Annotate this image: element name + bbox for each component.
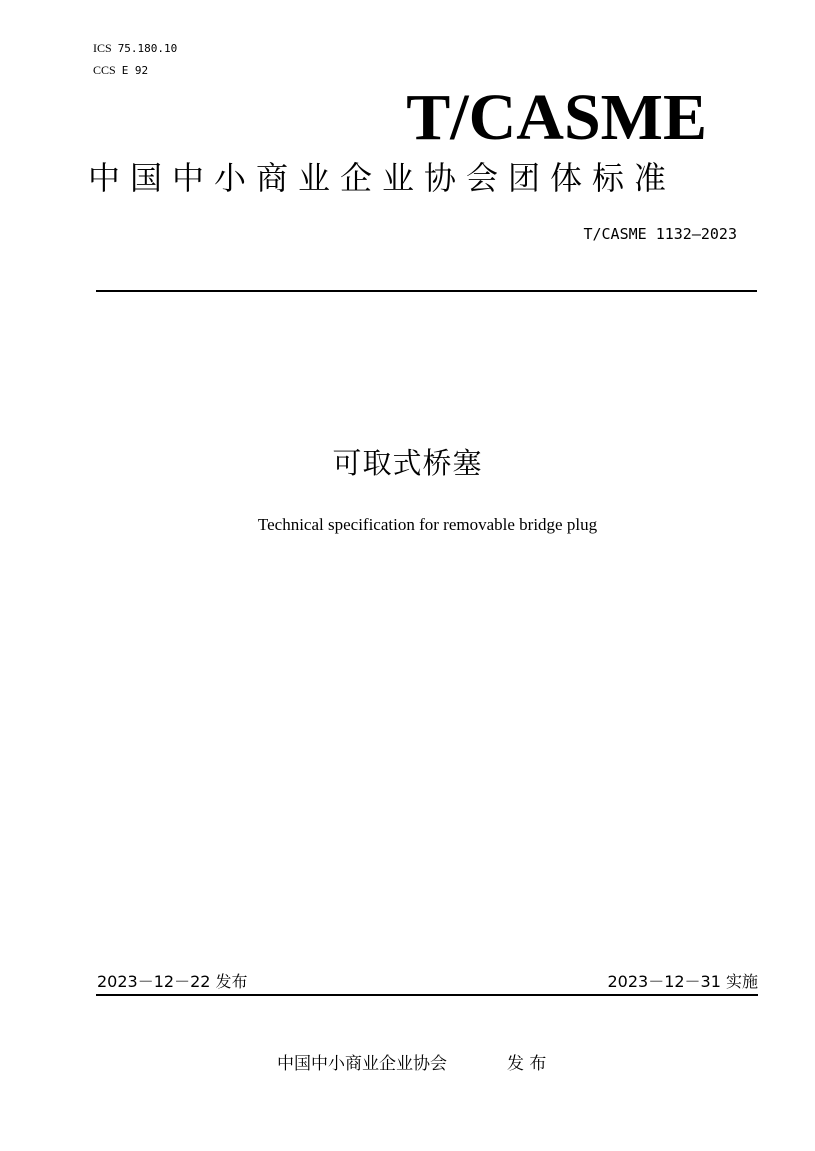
organization-standard-title: 中国中小商业企业协会团体标准 <box>88 159 677 197</box>
publisher-name: 中国中小商业企业协会 <box>277 1054 447 1074</box>
ics-label: ICS <box>93 41 112 55</box>
issue-date: 2023－12－22 发布 <box>97 972 248 991</box>
ccs-line <box>93 63 148 78</box>
standard-number: T/CASME 1132—2023 <box>583 225 737 243</box>
ccs-value: E 92 <box>121 64 149 77</box>
bottom-divider <box>96 994 758 996</box>
document-title-chinese: 可取式桥塞 <box>332 446 483 480</box>
standard-logo: T/CASME <box>406 81 707 154</box>
ics-value: 75.180.10 <box>117 42 178 55</box>
ics-line <box>93 41 177 56</box>
top-divider <box>96 290 757 292</box>
ccs-label: CCS <box>93 63 116 77</box>
document-title-english: Technical specification for removable bridge plug <box>257 515 598 534</box>
publish-label: 发 布 <box>507 1054 547 1074</box>
implementation-date: 2023－12－31 实施 <box>607 972 758 991</box>
